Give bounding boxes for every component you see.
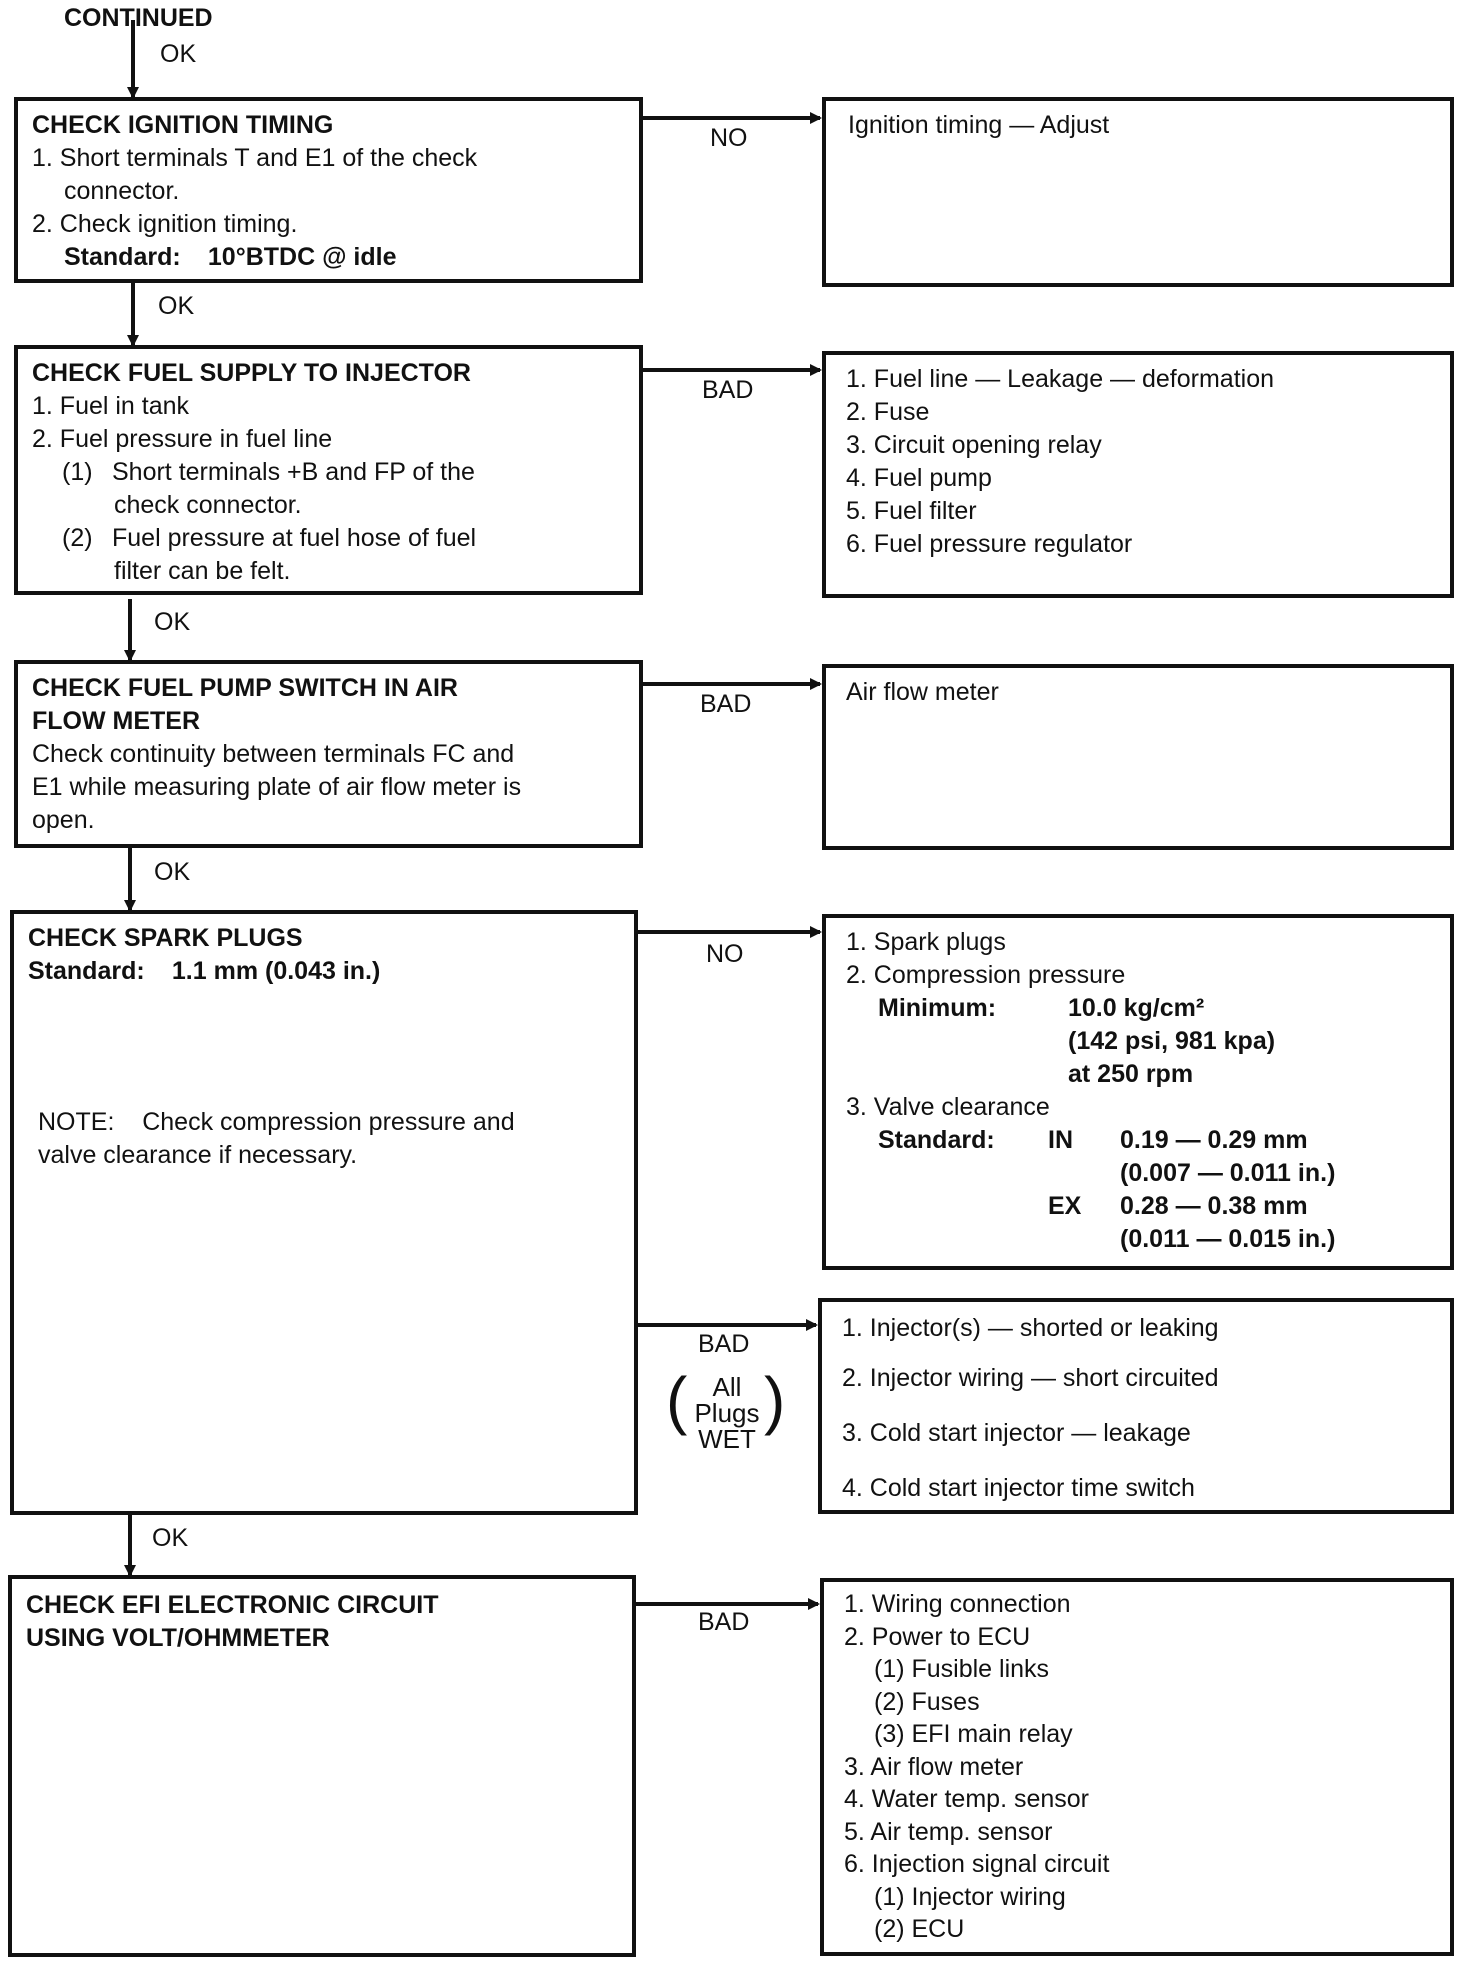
continued-label: CONTINUED	[64, 4, 213, 32]
step2-sub-2-line1: Fuel pressure at fuel hose of fuel	[112, 524, 477, 552]
result-wet-item: 2. Injector wiring — short circuited	[842, 1364, 1219, 1392]
result-fuel-item: 3. Circuit opening relay	[846, 431, 1102, 459]
step2-sub-1-line1: Short terminals +B and FP of the	[112, 458, 475, 486]
wet-paren-left: (	[666, 1364, 688, 1436]
ok-label-5: OK	[152, 1524, 189, 1552]
step-fuel-supply-box	[14, 345, 643, 595]
result-sp-in-label: IN	[1048, 1126, 1073, 1154]
result-sp-ex-value: 0.28 — 0.38 mm	[1120, 1192, 1308, 1220]
result-fuel-item: 5. Fuel filter	[846, 497, 977, 525]
result-sp-in-value2: (0.007 — 0.011 in.)	[1120, 1159, 1336, 1187]
result-wet-item: 4. Cold start injector time switch	[842, 1474, 1195, 1502]
result-sp-in-row	[846, 1124, 1442, 1157]
step1-item-2: 2. Check ignition timing.	[32, 210, 298, 238]
step1-item-1: 1. Short terminals T and E1 of the check	[32, 144, 478, 172]
no-label-1: NO	[710, 124, 748, 152]
step1-standard	[32, 241, 631, 274]
step1-title: CHECK IGNITION TIMING	[32, 111, 334, 139]
result-efi-subitem: (2) ECU	[874, 1915, 965, 1943]
result-air-flow-text: Air flow meter	[846, 678, 999, 706]
step4-note	[38, 1106, 515, 1172]
result-air-flow-box	[822, 664, 1454, 850]
ok-label-2: OK	[158, 292, 195, 320]
step2-item-1: 1. Fuel in tank	[32, 392, 190, 420]
result-sp-item3: 3. Valve clearance	[846, 1093, 1050, 1121]
result-efi-item: 5. Air temp. sensor	[844, 1817, 1053, 1846]
step4-note-label: NOTE:	[38, 1108, 115, 1136]
step2-sub-2-num: (2)	[62, 524, 93, 552]
result-efi-item: 3. Air flow meter	[844, 1752, 1024, 1781]
step3-body-1: Check continuity between terminals FC and	[32, 740, 515, 768]
step1-item-1b: connector.	[64, 177, 180, 205]
result-sp-ex-row	[846, 1190, 1442, 1223]
result-sp-item1: 1. Spark plugs	[846, 928, 1006, 956]
step4-note-line1: Check compression pressure and	[142, 1108, 515, 1136]
result-sp-item2: 2. Compression pressure	[846, 961, 1126, 989]
step4-title: CHECK SPARK PLUGS	[28, 924, 303, 952]
step-spark-plugs-box	[10, 910, 638, 1515]
result-efi-item: 4. Water temp. sensor	[844, 1785, 1089, 1813]
result-sp-min-value: 10.0 kg/cm²	[1068, 994, 1205, 1022]
step1-std-label: Standard:	[64, 243, 181, 271]
result-sp-min-value3: at 250 rpm	[1068, 1060, 1194, 1088]
result-sp-min-value2: (142 psi, 981 kpa)	[1068, 1027, 1276, 1055]
result-efi-item: 6. Injection signal circuit	[844, 1850, 1110, 1878]
step-fuel-pump-switch-box	[14, 660, 643, 848]
result-sp-ex-value2: (0.011 — 0.015 in.)	[1120, 1225, 1336, 1253]
step3-title-2: FLOW METER	[32, 707, 201, 735]
result-sp-ex-label: EX	[1048, 1192, 1082, 1220]
step4-std-label: Standard:	[28, 957, 145, 985]
result-sp-min-label: Minimum:	[878, 994, 997, 1022]
step4-std-value: 1.1 mm (0.043 in.)	[171, 957, 381, 985]
step3-body-3: open.	[32, 806, 95, 834]
step1-std-value: 10°BTDC @ idle	[207, 243, 397, 271]
step-ignition-timing-box	[14, 97, 643, 283]
step3-body-2: E1 while measuring plate of air flow meter is	[32, 773, 522, 801]
result-wet-item: 1. Injector(s) — shorted or leaking	[842, 1314, 1219, 1342]
result-spark-plugs-no-box	[822, 914, 1454, 1270]
bad-label-5: BAD	[698, 1608, 750, 1636]
step4-standard	[28, 955, 626, 988]
result-efi-subitem: (1) Fusible links	[874, 1655, 1050, 1683]
result-fuel-item: 4. Fuel pump	[846, 464, 992, 492]
step5-title-1: CHECK EFI ELECTRONIC CIRCUIT	[26, 1591, 439, 1619]
wet-line-3: WET	[698, 1424, 756, 1454]
step2-sub-1b: check connector.	[114, 491, 302, 519]
ok-label-1: OK	[160, 40, 197, 68]
result-fuel-item: 6. Fuel pressure regulator	[846, 530, 1133, 558]
result-efi-item: 2. Power to ECU	[844, 1622, 1031, 1651]
result-sp-vc-label: Standard:	[878, 1126, 995, 1154]
result-efi-subitem: (1) Injector wiring	[874, 1882, 1066, 1911]
result-efi-subitem: (2) Fuses	[874, 1687, 980, 1716]
result-efi-box	[820, 1578, 1454, 1956]
wet-paren-right: )	[764, 1364, 786, 1436]
result-sp-min-row	[846, 992, 1442, 1025]
step3-title-1: CHECK FUEL PUMP SWITCH IN AIR	[32, 674, 458, 702]
result-fuel-item: 1. Fuel line — Leakage — deformation	[846, 365, 1275, 393]
step5-title-2: USING VOLT/OHMMETER	[26, 1624, 330, 1652]
step2-sub-1-num: (1)	[62, 458, 93, 486]
step-efi-circuit-box	[8, 1575, 636, 1957]
result-wet-item: 3. Cold start injector — leakage	[842, 1419, 1191, 1447]
step2-item-2: 2. Fuel pressure in fuel line	[32, 425, 333, 453]
step2-sub-2a	[32, 522, 631, 555]
wet-annotation	[682, 1374, 772, 1452]
wet-line-2: Plugs	[694, 1398, 760, 1428]
result-ignition-box	[822, 97, 1454, 287]
wet-line-1: All	[712, 1372, 742, 1402]
step2-sub-2b: filter can be felt.	[114, 557, 291, 585]
ok-label-4: OK	[154, 858, 191, 886]
no-label-4: NO	[706, 940, 744, 968]
bad-label-4b: BAD	[698, 1330, 750, 1358]
result-efi-subitem: (3) EFI main relay	[874, 1720, 1073, 1748]
step2-title: CHECK FUEL SUPPLY TO INJECTOR	[32, 359, 471, 387]
ok-label-3: OK	[154, 608, 191, 636]
step2-sub-1a	[32, 456, 631, 489]
bad-label-2: BAD	[702, 376, 754, 404]
step4-note-line2: valve clearance if necessary.	[38, 1141, 358, 1169]
bad-label-3: BAD	[700, 690, 752, 718]
result-fuel-item: 2. Fuse	[846, 398, 930, 426]
result-spark-plugs-bad-box	[818, 1298, 1454, 1514]
result-sp-in-value: 0.19 — 0.29 mm	[1120, 1126, 1308, 1154]
result-ignition-text: Ignition timing — Adjust	[848, 111, 1110, 139]
result-efi-item: 1. Wiring connection	[844, 1590, 1071, 1618]
result-fuel-supply-box	[822, 351, 1454, 598]
